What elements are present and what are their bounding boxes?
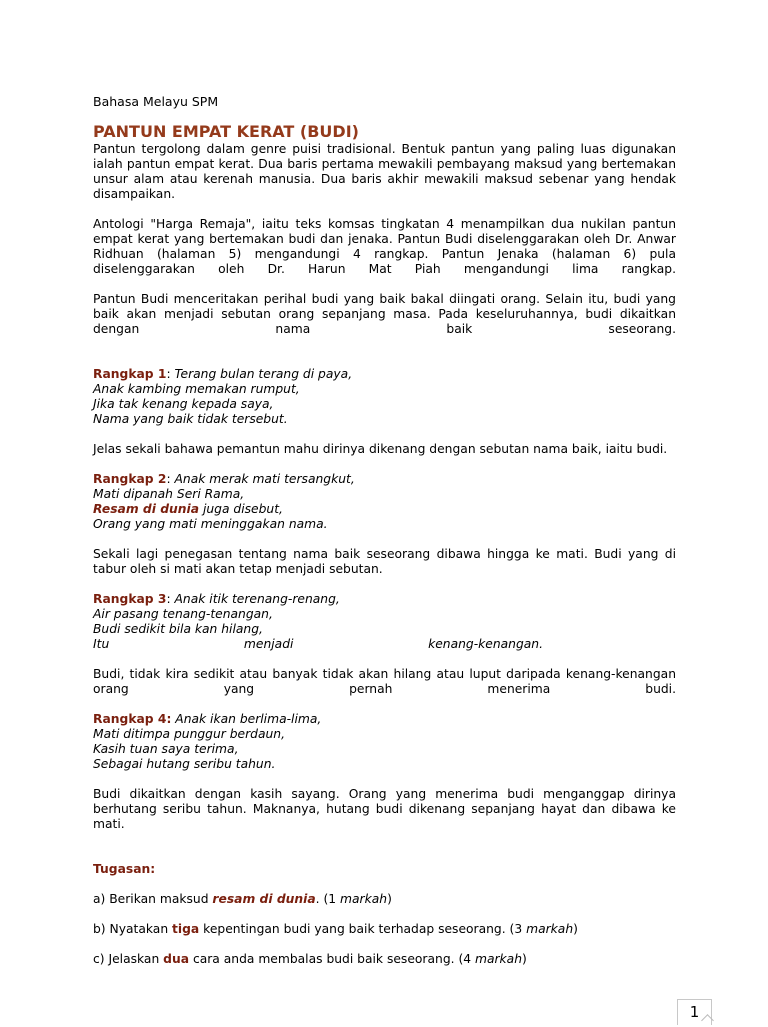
verse-line: juga disebut,	[202, 502, 283, 516]
intro-paragraph-2: Antologi "Harga Remaja", iaitu teks komsas tingkatan 4 menampilkan dua nukilan pantun empat kerat yang bertemakan budi dan jenaka. Pantun Budi diselenggarakan oleh Dr. Anwar Ridhuan (halaman 5) mengandungi 4 rangkap. Pantun Jenaka (halaman 6) pula diselenggarakan oleh Dr. Harun Mat Piah mengandungi lima rangkap.	[93, 217, 676, 276]
document-header: Bahasa Melayu SPM	[93, 94, 219, 109]
intro-paragraph-1: Pantun tergolong dalam genre puisi tradisional. Bentuk pantun yang paling luas digunakan ialah pantun empat kerat. Dua baris pertama mewakili pembayang maksud yang bertemakan unsur alam atau kerenah manusia. Dua baris akhir mewakili maksud sebenar yang hendak disampaikan.	[93, 142, 676, 201]
verse-line: Mati dipanah Seri Rama,	[93, 487, 245, 501]
verse-line: Budi sedikit bila kan hilang,	[93, 622, 263, 636]
question-b: b) Nyatakan tiga kepentingan budi yang baik terhadap seseorang. (3 markah)	[93, 922, 578, 936]
rangkap-label: Rangkap 3	[93, 592, 167, 606]
verse-line: Itu menjadi kenang-kenangan.	[93, 637, 543, 651]
verse-bold-phrase: Resam di dunia	[93, 502, 200, 516]
question-a: a) Berikan maksud resam di dunia. (1 markah)	[93, 892, 392, 906]
verse-line: Anak kambing memakan rumput,	[93, 382, 300, 396]
page-title: PANTUN EMPAT KERAT (BUDI)	[93, 122, 359, 141]
verse-line: Anak itik terenang-renang,	[174, 592, 340, 606]
rangkap-label: Rangkap 4:	[93, 712, 172, 726]
tugasan-heading: Tugasan:	[93, 862, 156, 876]
rangkap-label: Rangkap 2	[93, 472, 167, 486]
rangkap-explanation: Sekali lagi penegasan tentang nama baik seseorang dibawa hingga ke mati. Budi yang di tabur oleh si mati akan tetap menjadi sebutan.	[93, 547, 676, 576]
verse-line: Anak merak mati tersangkut,	[174, 472, 355, 486]
rangkap-explanation: Jelas sekali bahawa pemantun mahu dirinya dikenang dengan sebutan nama baik, iaitu budi.	[93, 442, 668, 456]
verse-line: Sebagai hutang seribu tahun.	[93, 757, 276, 771]
verse-line: Air pasang tenang-tenangan,	[93, 607, 273, 621]
verse-line: Mati ditimpa punggur berdaun,	[93, 727, 286, 741]
verse-line: Kasih tuan saya terima,	[93, 742, 239, 756]
verse-line: Anak ikan berlima-lima,	[175, 712, 322, 726]
rangkap-2: Rangkap 2: Anak merak mati tersangkut, Mati dipanah Seri Rama, Resam di dunia juga disebut, Orang yang mati meninggakan nama.	[93, 472, 676, 532]
verse-line: Jika tak kenang kepada saya,	[93, 397, 274, 411]
rangkap-3: Rangkap 3: Anak itik terenang-renang, Air pasang tenang-tenangan, Budi sedikit bila kan hilang, Itu menjadi kenang-kenangan.	[93, 592, 676, 652]
verse-line: Terang bulan terang di paya,	[174, 367, 353, 381]
question-c: c) Jelaskan dua cara anda membalas budi baik seseorang. (4 markah)	[93, 952, 527, 966]
rangkap-explanation: Budi, tidak kira sedikit atau banyak tidak akan hilang atau luput daripada kenang-kenangan orang yang pernah menerima budi.	[93, 667, 676, 696]
page-number: 1	[677, 999, 712, 1025]
rangkap-1: Rangkap 1: Terang bulan terang di paya, Anak kambing memakan rumput, Jika tak kenang kepada saya, Nama yang baik tidak tersebut.	[93, 367, 676, 427]
verse-line: Nama yang baik tidak tersebut.	[93, 412, 288, 426]
document-page	[93, 94, 676, 967]
intro-paragraph-3: Pantun Budi menceritakan perihal budi yang baik bakal diingati orang. Selain itu, budi yang baik akan menjadi sebutan orang sepanjang masa. Pada keseluruhannya, budi dikaitkan dengan nama baik seseorang.	[93, 292, 676, 336]
verse-line: Orang yang mati meninggakan nama.	[93, 517, 328, 531]
rangkap-label: Rangkap 1	[93, 367, 167, 381]
rangkap-explanation: Budi dikaitkan dengan kasih sayang. Orang yang menerima budi menganggap dirinya berhutang seribu tahun. Maknanya, hutang budi dikenang sepanjang hayat dan dibawa ke mati.	[93, 787, 676, 831]
rangkap-4	[93, 712, 676, 772]
